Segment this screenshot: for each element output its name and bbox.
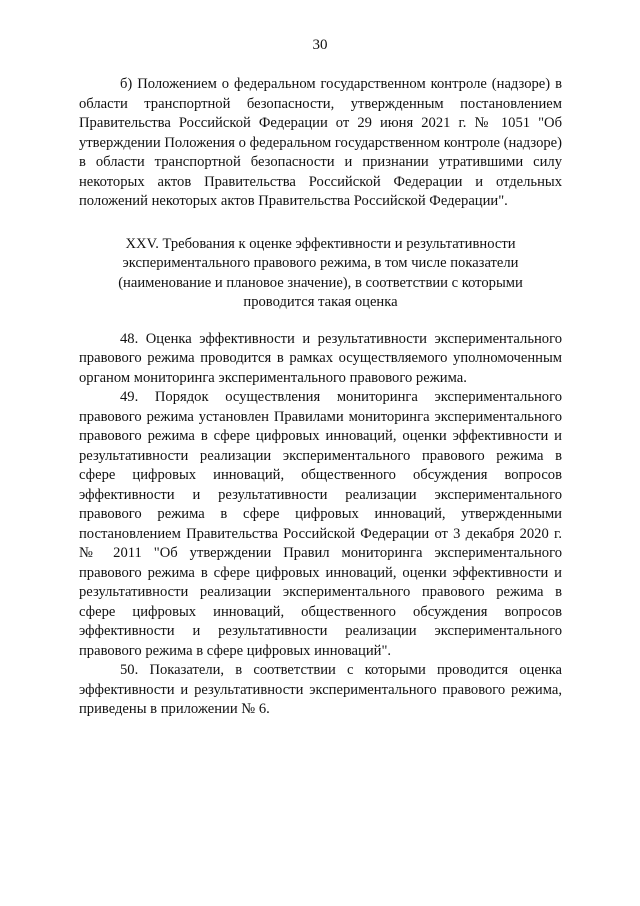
page-number: 30 (312, 37, 328, 53)
section-heading-line-3: (наименование и плановое значение), в соответствии с которыми (118, 274, 523, 291)
document-body (79, 75, 562, 720)
paragraph-48: 48. Оценка эффективности и результативности экспериментального правового режима проводится в рамках осуществляемого уполномоченным органом мониторинга экспериментального правового режима. (79, 330, 562, 386)
section-heading-line-2: экспериментального правового режима, в том числе показатели (122, 255, 519, 271)
section-heading-line-1: XXV. Требования к оценке эффективности и результативности (125, 235, 516, 252)
section-heading-line-4: проводится такая оценка (243, 294, 398, 310)
paragraph-50: 50. Показатели, в соответствии с которыми проводится оценка эффективности и результативности экспериментального правового режима, приведены в приложении № 6. (79, 662, 562, 717)
section-heading (79, 235, 562, 313)
paragraph-b: б) Положением о федеральном государственном контроле (надзоре) в области транспортной безопасности, утвержденным постановлением Правительства Российской Федерации от 29 июня 2021 г. № 1051 "Об утверждении Положения о федеральном государственном контроле (надзоре) в области транспортной безопасности и признании утратившими силу некоторых актов Правительства Российской Федерации и отдельных положений некоторых актов Правительства Российской Федерации". (79, 76, 562, 209)
paragraph-49: 49. Порядок осуществления мониторинга экспериментального правового режима установлен Правилами мониторинга экспериментального правового режима в сфере цифровых инноваций, оценки эффективности и результативности реализации экспериментального правового режима в сфере цифровых инноваций, общественного обсуждения вопросов эффективности и результативности реализации экспериментального правового режима в сфере цифровых инноваций, утвержденными постановлением Правительства Российской Федерации от 3 декабря 2020 г. № 2011 "Об утверждении Правил мониторинга экспериментального правового режима в сфере цифровых инноваций, оценки эффективности и результативности реализации экспериментального правового режима в сфере цифровых инноваций, общественного обсуждения вопросов эффективности и результативности реализации экспериментального правового режима в сфере цифровых инноваций". (79, 389, 562, 659)
